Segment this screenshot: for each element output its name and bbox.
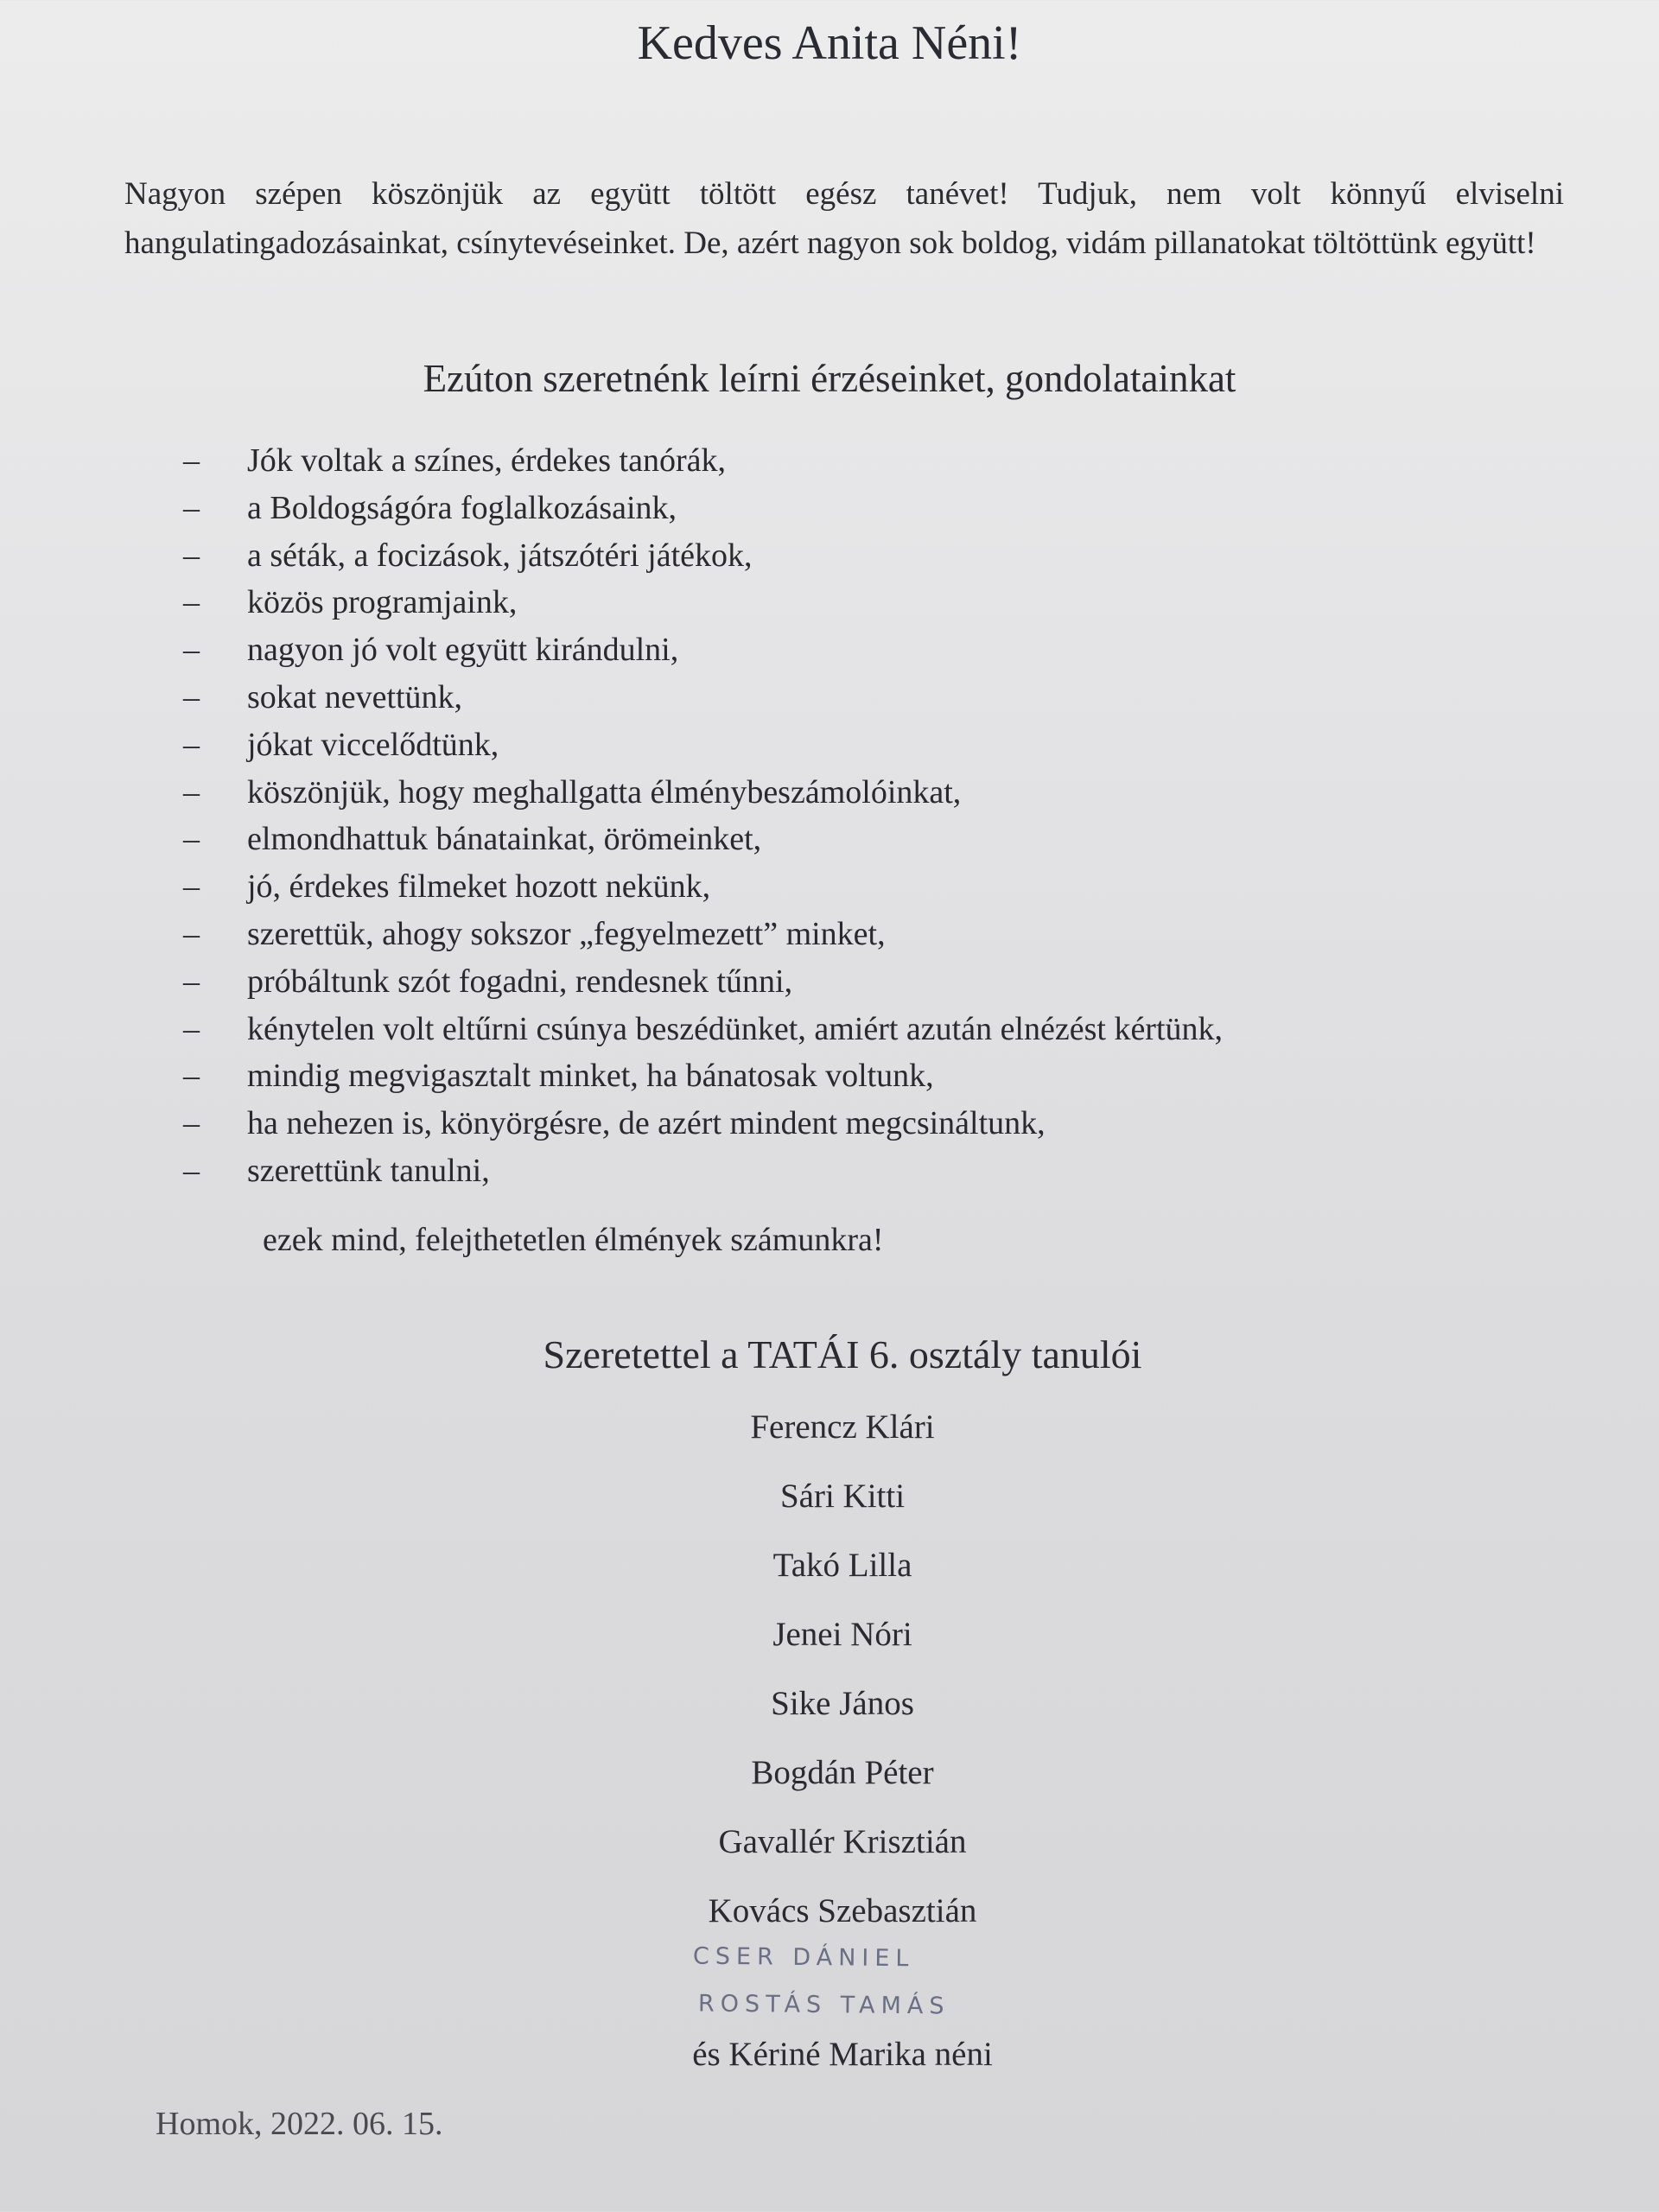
list-item — [183, 1100, 1479, 1147]
list-item — [183, 626, 1479, 674]
list-item — [183, 1006, 1479, 1053]
intro-paragraph: Nagyon szépen köszönjük az együtt töltött egész tanévet! Tudjuk, nem volt könnyű elviselni hangulatingadozásainkat, csínytevéseinket. De, azért nagyon sok boldog, vidám pillanatokat töltöttünk együtt! — [124, 176, 1564, 261]
list-item — [183, 485, 1479, 532]
list-item-text: sokat nevettünk, — [247, 678, 463, 715]
list-item — [183, 721, 1479, 769]
list-item-text: köszönjük, hogy meghallgatta élménybeszámolóinkat, — [247, 773, 962, 810]
letter-title: Kedves Anita Néni! — [637, 16, 1022, 70]
student-name: Sike János — [771, 1685, 914, 1722]
dash-bullet: – — [183, 584, 200, 621]
list-item-text: mindig megvigasztalt minket, ha bánatosak voltunk, — [247, 1058, 934, 1095]
list-item-text: elmondhattuk bánatainkat, örömeinket, — [247, 821, 762, 858]
signature-names — [0, 1400, 1659, 1953]
list-item-text: szerettünk tanulni, — [247, 1152, 490, 1189]
dash-bullet: – — [183, 773, 200, 810]
dash-bullet: – — [183, 489, 200, 526]
dash-bullet: – — [183, 1152, 200, 1189]
list-item-text: nagyon jó volt együtt kirándulni, — [247, 632, 679, 669]
list-item-text: kénytelen volt eltűrni csúnya beszédünket, amiért azután elnézést kértünk, — [247, 1010, 1224, 1047]
list-item — [183, 958, 1479, 1006]
dash-bullet: – — [183, 442, 200, 479]
list-item-text: a Boldogságóra foglalkozásaink, — [247, 489, 677, 526]
place-and-date: Homok, 2022. 06. 15. — [156, 2106, 443, 2142]
list-item — [183, 863, 1479, 911]
list-item — [183, 674, 1479, 721]
list-item-text: Jók voltak a színes, érdekes tanórák, — [247, 442, 726, 479]
student-name: Takó Lilla — [772, 1547, 912, 1584]
teacher-signature: és Kériné Marika néni — [692, 2036, 993, 2073]
list-item — [183, 1052, 1479, 1100]
dash-bullet: – — [183, 821, 200, 858]
student-name: Ferencz Klári — [750, 1408, 935, 1446]
student-name: Sári Kitti — [779, 1478, 906, 1515]
dash-bullet: – — [183, 632, 200, 669]
dash-bullet: – — [183, 726, 200, 763]
list-item — [183, 1147, 1479, 1195]
dash-bullet: – — [183, 1010, 200, 1047]
dash-bullet: – — [183, 915, 200, 952]
student-name: Jenei Nóri — [772, 1616, 912, 1653]
list-item — [183, 911, 1479, 958]
student-name: Bogdán Péter — [751, 1754, 934, 1791]
list-heading: Ezúton szeretnénk leírni érzéseinket, gondolatainkat — [423, 357, 1236, 400]
memories-list — [183, 437, 1479, 1195]
list-item — [183, 579, 1479, 626]
list-item-text: próbáltunk szót fogadni, rendesnek tűnni, — [247, 963, 793, 1000]
list-item-text: a séták, a focizások, játszótéri játékok, — [247, 537, 753, 574]
handwritten-name: CSER DÁNIEL — [692, 1942, 915, 1973]
list-item-text: ha nehezen is, könyörgésre, de azért mindent megcsináltunk, — [247, 1105, 1046, 1142]
handwritten-name: ROSTÁS TAMÁS — [697, 1990, 950, 2020]
list-item-text: jó, érdekes filmeket hozott nekünk, — [247, 868, 711, 906]
dash-bullet: – — [183, 1105, 200, 1142]
student-name: Kovács Szebasztián — [708, 1892, 977, 1929]
dash-bullet: – — [183, 868, 200, 906]
dash-bullet: – — [183, 537, 200, 574]
student-name: Gavallér Krisztián — [718, 1823, 967, 1860]
list-item — [183, 532, 1479, 580]
list-item-text: közös programjaink, — [247, 584, 518, 621]
closing-line: ezek mind, felejthetetlen élmények számunkra! — [263, 1222, 884, 1258]
dash-bullet: – — [183, 963, 200, 1000]
list-item — [183, 769, 1479, 817]
dash-bullet: – — [183, 678, 200, 715]
list-item — [183, 437, 1479, 485]
list-item-text: jókat viccelődtünk, — [247, 726, 499, 763]
list-item — [183, 816, 1479, 863]
dash-bullet: – — [183, 1058, 200, 1095]
list-item-text: szerettük, ahogy sokszor „fegyelmezett” minket, — [247, 915, 886, 952]
signoff-line: Szeretettel a TATÁI 6. osztály tanulói — [543, 1332, 1142, 1376]
